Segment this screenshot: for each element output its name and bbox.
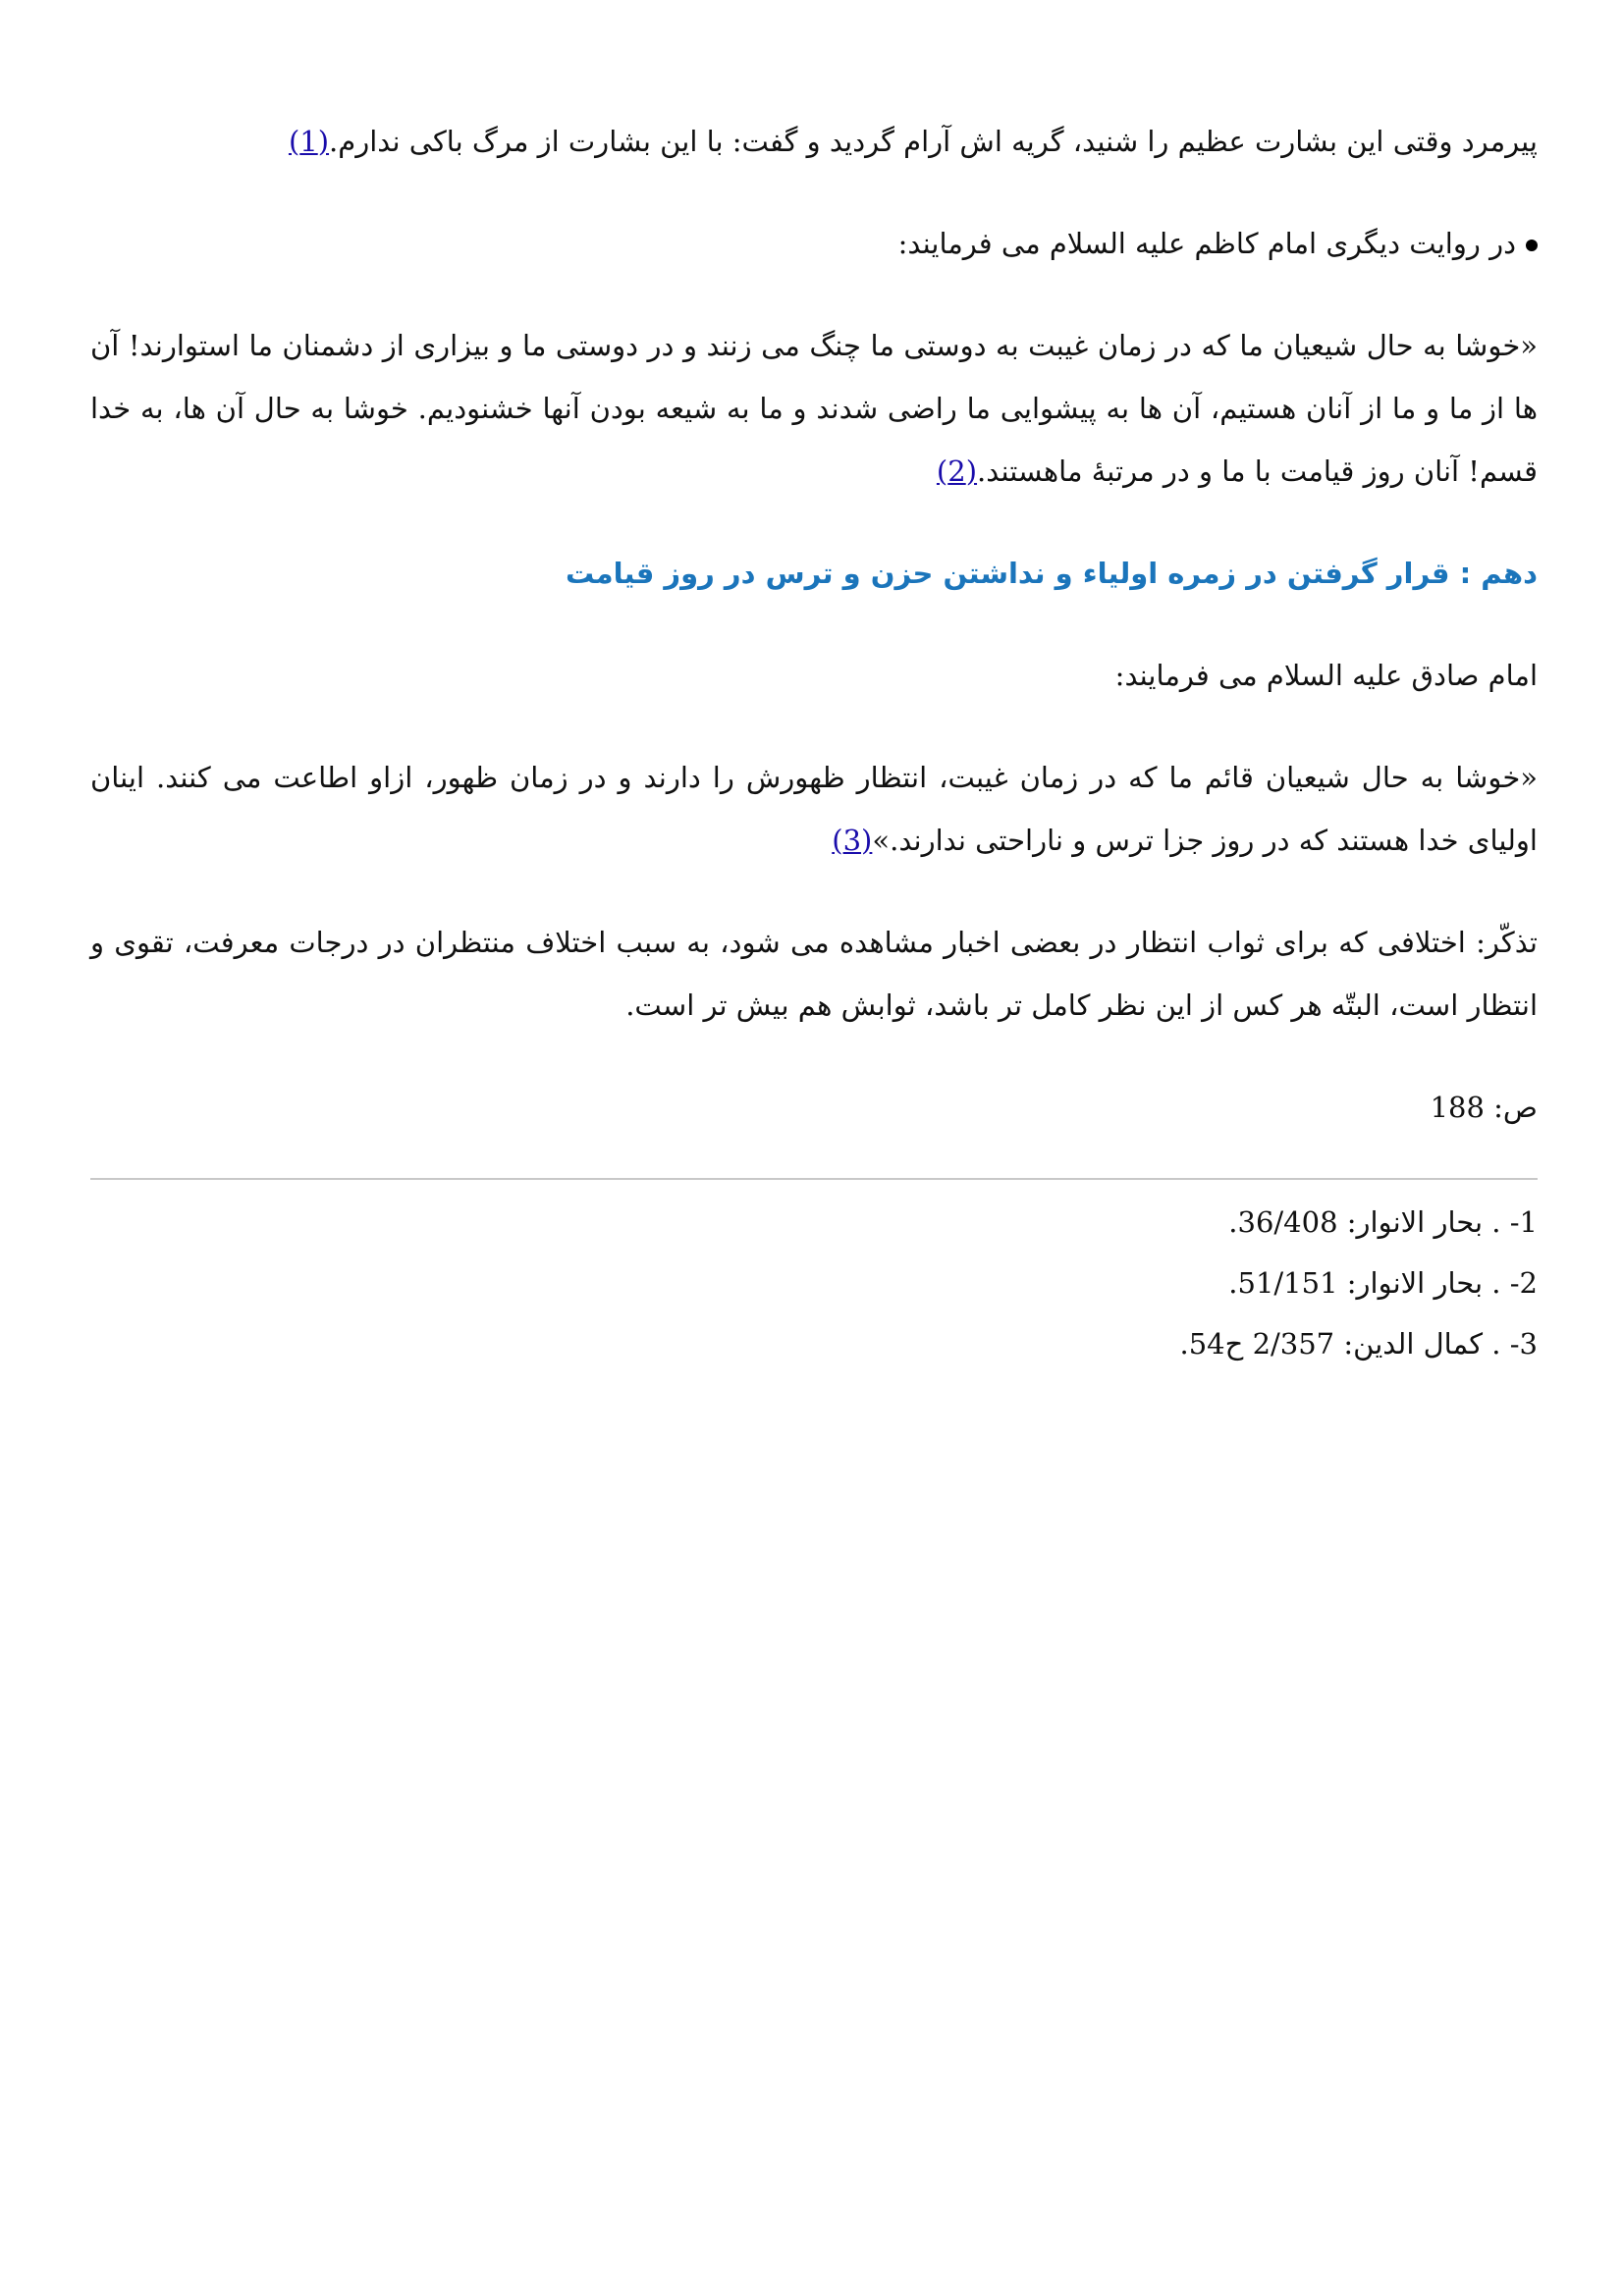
footnote-divider <box>90 1178 1538 1180</box>
paragraph-imam-kazim-intro <box>90 212 1538 275</box>
paragraph-hadith-kazim <box>90 314 1538 503</box>
paragraph-text: امام صادق علیه السلام می فرمایند: <box>1114 659 1538 692</box>
footnote-item: 2- . بحار الانوار: 51/151. <box>1228 1266 1538 1300</box>
footnote-link-1[interactable]: (1) <box>288 125 330 158</box>
paragraph-text: تذکّر: اختلافی که برای ثواب انتظار در بعضی اخبار مشاهده می شود، به سبب اختلاف منتظران در درجات معرفت، تقوی و انتظار است، البتّه هر کس از این نظر کامل تر باشد، ثوابش هم بیش تر است. <box>90 926 1538 1022</box>
footnote-link-3[interactable]: (3) <box>832 824 873 857</box>
footnote-link-2[interactable]: (2) <box>936 454 978 488</box>
section-heading: دهم : قرار گرفتن در زمره اولیاء و نداشتن حزن و ترس در روز قیامت <box>565 557 1538 590</box>
footnote-list <box>90 1192 1538 1374</box>
paragraph-text: «خوشا به حال شیعیان قائم ما که در زمان غیبت، انتظار ظهورش را دارند و در زمان ظهور، ازاو اطاعت می کنند. اینان اولیای خدا هستند که در روز جزا ترس و ناراحتی ندارند.» <box>90 761 1538 857</box>
paragraph-note <box>90 911 1538 1037</box>
paragraph-hadith-sadiq <box>90 746 1538 872</box>
paragraph-imam-sadiq-intro <box>90 644 1538 707</box>
bullet-icon <box>1526 240 1538 251</box>
footnote-item: 3- . کمال الدین: 2/357 ح54. <box>1179 1327 1538 1361</box>
paragraph-text: در روایت دیگری امام کاظم علیه السلام می فرمایند: <box>897 227 1516 260</box>
document-page <box>90 110 1538 1374</box>
paragraph-text: «خوشا به حال شیعیان ما که در زمان غیبت به دوستی ما چنگ می زنند و در دوستی ما و بیزاری از دشمنان ما استوارند! آن ها از ما و ما از آنان هستیم، آن ها به پیشوایی ما راضی شدند و ما به شیعه بودن آنها خشنودیم. خوشا به حال آن ها، به خدا قسم! آنان روز قیامت با ما و در مرتبۀ ماهستند. <box>90 329 1538 488</box>
page-number: ص: 188 <box>1430 1091 1538 1124</box>
paragraph-old-man <box>90 110 1538 173</box>
footnote-item: 1- . بحار الانوار: 36/408. <box>1228 1205 1538 1239</box>
paragraph-text: پیرمرد وقتی این بشارت عظیم را شنید، گریه اش آرام گردید و گفت: با این بشارت از مرگ باکی ندارم. <box>329 125 1538 158</box>
